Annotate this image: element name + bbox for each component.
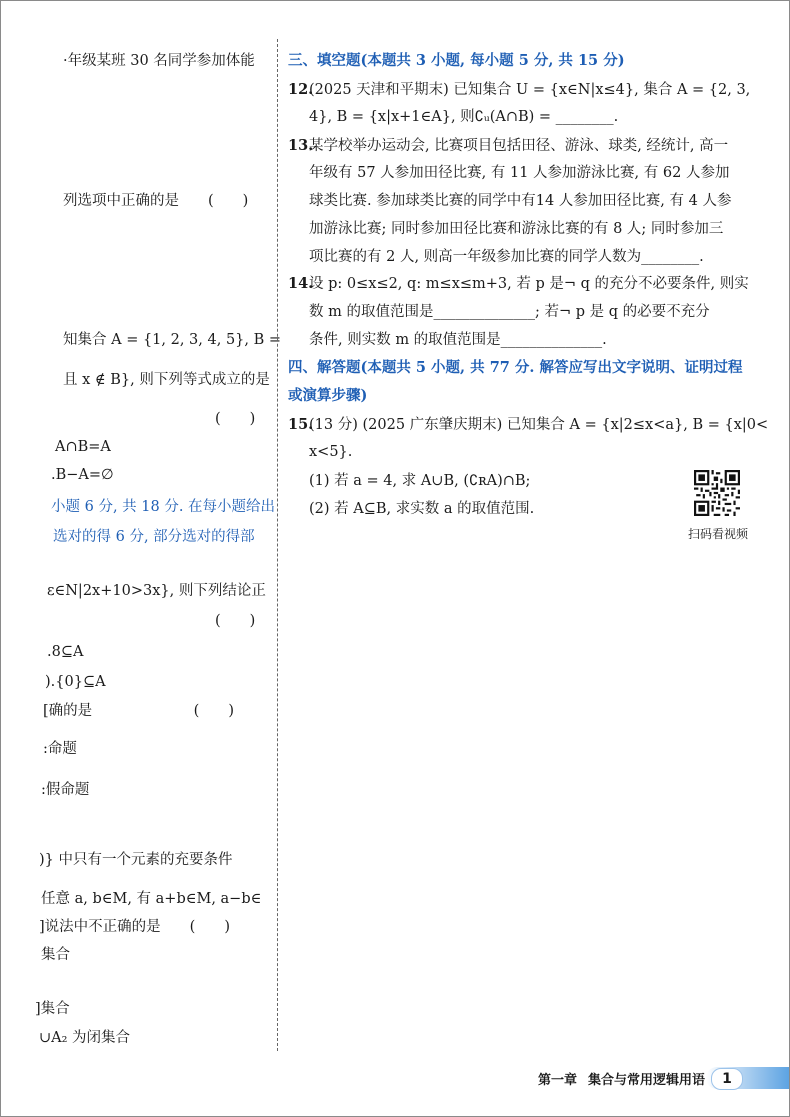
page-number: 1	[711, 1068, 743, 1090]
section4-heading-1: 四、解答题(本题共 5 小题, 共 77 分. 解答应写出文字说明、证明过程	[288, 359, 743, 376]
left-line-1: ·年级某班 30 名同学参加体能	[63, 53, 255, 69]
q13-line-2: 年级有 57 人参加田径比赛, 有 11 人参加游泳比赛, 有 62 人参加	[309, 165, 730, 181]
q14-number: 14.	[288, 275, 314, 292]
left-line-15: :命题	[43, 741, 77, 757]
q14-line-3: 条件, 则实数 m 的取值范围是______________.	[309, 332, 607, 348]
q12-number: 12.	[288, 81, 314, 98]
qr-code-icon[interactable]	[694, 470, 740, 516]
left-line-17: )} 中只有一个元素的充要条件	[39, 852, 233, 868]
section4-heading-2: 或演算步骤)	[288, 387, 368, 404]
left-line-6: A∩B=A	[55, 439, 111, 455]
q13-line-3: 球类比赛. 参加球类比赛的同学中有14 人参加田径比赛, 有 4 人参	[309, 193, 732, 209]
q14-line-2: 数 m 的取值范围是______________; 若¬ p 是 q 的必要不充分	[309, 304, 710, 320]
left-line-19: ]说法中不正确的是 ( )	[39, 919, 230, 935]
q12-line-2: 4}, B = {x|x+1∈A}, 则∁ᵤ(A∩B) = ________.	[309, 109, 619, 125]
column-divider	[277, 39, 278, 1051]
left-line-8: 小题 6 分, 共 18 分. 在每小题给出	[51, 499, 276, 515]
footer-chapter: 第一章	[538, 1073, 578, 1088]
left-line-21: ]集合	[35, 1001, 70, 1017]
left-line-7: .B−A=∅	[51, 467, 114, 483]
left-line-10: ε∈N|2x+10>3x}, 则下列结论正	[47, 583, 266, 599]
q13-line-4: 加游泳比赛; 同时参加田径比赛和游泳比赛的有 8 人; 同时参加三	[309, 221, 724, 237]
q15-part-1: (1) 若 a = 4, 求 A∪B, (∁ʀA)∩B;	[309, 473, 531, 489]
left-line-18: 任意 a, b∈M, 有 a+b∈M, a−b∈	[41, 891, 262, 907]
qr-label: 扫码看视频	[688, 527, 749, 541]
q15-line-2: x<5}.	[309, 444, 353, 460]
q12-line-1: (2025 天津和平期末) 已知集合 U = {x∈N|x≤4}, 集合 A = {2, 3,	[309, 82, 751, 98]
q15-line-1: (13 分) (2025 广东肇庆期末) 已知集合 A = {x|2≤x<a}, B = {x|0<	[309, 417, 769, 433]
left-line-22: ∪A₂ 为闭集合	[39, 1030, 131, 1046]
left-line-11: ( )	[215, 613, 256, 629]
q14-line-1: 设 p: 0≤x≤2, q: m≤x≤m+3, 若 p 是¬ q 的充分不必要条件, 则实	[309, 276, 749, 292]
q13-line-5: 项比赛的有 2 人, 则高一年级参加比赛的同学人数为________.	[309, 249, 704, 265]
left-line-2: 列选项中正确的是 ( )	[63, 193, 249, 209]
left-line-9: 选对的得 6 分, 部分选对的得部	[53, 529, 255, 545]
left-line-5: ( )	[215, 411, 256, 427]
q13-number: 13.	[288, 137, 314, 154]
left-line-4: 且 x ∉ B}, 则下列等式成立的是	[63, 372, 270, 388]
q15-part-2: (2) 若 A⊆B, 求实数 a 的取值范围.	[309, 501, 535, 517]
q13-line-1: 某学校举办运动会, 比赛项目包括田径、游泳、球类, 经统计, 高一	[309, 138, 729, 154]
q15-number: 15.	[288, 416, 314, 433]
left-line-14: [确的是 ( )	[43, 703, 234, 719]
left-line-13: ).{0}⊆A	[45, 674, 106, 690]
left-line-3: 知集合 A = {1, 2, 3, 4, 5}, B =	[63, 332, 282, 348]
footer-title: 集合与常用逻辑用语	[588, 1073, 706, 1088]
section3-heading: 三、填空题(本题共 3 小题, 每小题 5 分, 共 15 分)	[288, 52, 625, 69]
left-line-16: :假命题	[41, 782, 90, 798]
left-line-12: .8⊆A	[47, 644, 84, 660]
left-line-20: 集合	[41, 947, 70, 963]
